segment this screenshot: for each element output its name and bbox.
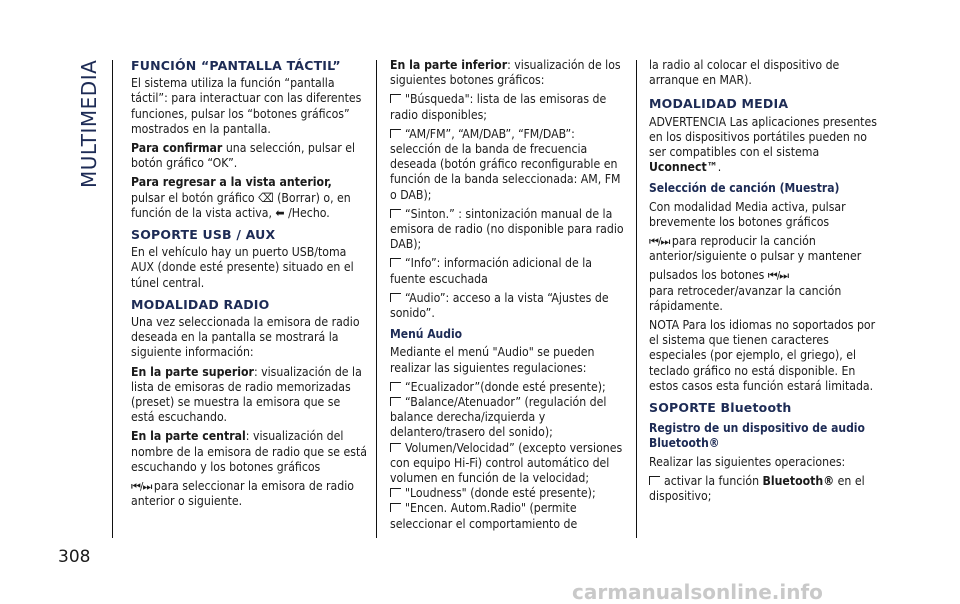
prev-next-icon: ⏮ / ⏭ [767, 269, 788, 283]
paragraph: El sistema utiliza la función “pantalla táctil”: para interactuar con las diferentes funciones, pulsar los “botones gráficos” mostrados en la pantalla. [131, 76, 362, 136]
paragraph [131, 479, 367, 509]
paragraph [131, 141, 367, 171]
heading-menu-audio: Menú Audio [390, 327, 463, 342]
paragraph [131, 429, 367, 475]
paragraph [131, 365, 367, 426]
text: activar la función [664, 473, 763, 488]
bullet-list-audio [390, 380, 628, 532]
brand-name: Bluetooth® [762, 473, 835, 488]
heading-registro: Registro de un dispositivo de audio Bluetooth® [649, 421, 865, 451]
bullet-list-buttons [390, 92, 628, 321]
text: una selección, pulsar el botón gráfico “OK”. [131, 141, 356, 171]
list-item [390, 291, 628, 321]
side-rule [112, 60, 113, 538]
column-1 [131, 58, 367, 513]
text: : visualización del nombre de la emisora de radio que se está escuchando y los botones gráficos [131, 429, 367, 474]
text: /Hecho. [284, 205, 330, 220]
paragraph: Con modalidad Media activa, pulsar brevemente los botones gráficos [649, 199, 846, 229]
heading-media: MODALIDAD MEDIA [649, 96, 789, 112]
paragraph: para retroceder/avanzar la canción rápidamente. [649, 283, 842, 313]
text: . [717, 160, 722, 175]
list-item [649, 474, 881, 504]
heading-seleccion: Selección de canción (Muestra) [649, 181, 840, 196]
label: Para regresar a la vista anterior, [131, 175, 332, 190]
back-arrow-icon: ⬅ [275, 205, 285, 220]
text: "Loudness" (donde esté presente); [405, 486, 596, 501]
text: “Audio”: acceso a la vista “Ajustes de sonido”. [390, 290, 609, 321]
bullet-icon [390, 258, 401, 267]
text: "Búsqueda": lista de las emisoras de radio disponibles; [390, 92, 607, 122]
bullet-icon [649, 476, 660, 485]
text: para reproducir la canción anterior/siguiente o pulsar y mantener [649, 234, 862, 264]
column-3 [649, 58, 881, 508]
paragraph [390, 58, 628, 88]
section-tab-label: MULTIMEDIA [77, 60, 101, 188]
bullet-icon [390, 443, 401, 452]
paragraph [131, 175, 367, 221]
list-item [390, 380, 628, 395]
bullet-icon [390, 382, 401, 391]
list-item [390, 395, 628, 441]
text: pulsar el botón gráfico [131, 190, 259, 205]
column-divider [636, 60, 637, 538]
paragraph [649, 268, 881, 283]
paragraph: Mediante el menú "Audio" se pueden realizar las siguientes regulaciones: [390, 345, 595, 375]
bullet-icon [390, 293, 401, 302]
text: “Ecualizador”(donde esté presente); [405, 379, 606, 394]
text: : visualización de la lista de emisoras de radio memorizadas (preset) se muestra la emisora que se está escuchando. [131, 364, 362, 425]
heading-bluetooth: SOPORTE Bluetooth [649, 400, 792, 416]
section-tab [74, 60, 104, 190]
list-item [390, 501, 628, 531]
paragraph: Una vez seleccionada la emisora de radio deseada en la pantalla se mostrará la siguiente información: [131, 315, 360, 360]
list-item [390, 207, 628, 253]
text: "Encen. Autom.Radio" (permite seleccionar el comportamiento de [390, 501, 578, 531]
watermark: carmanualsonline.info [572, 580, 823, 604]
prev-next-icon: ⏮ / ⏭ [649, 235, 669, 249]
list-item [390, 127, 628, 203]
heading-usb: SOPORTE USB / AUX [131, 227, 276, 243]
note-paragraph: NOTA Para los idiomas no soportados por el sistema que tienen caracteres especiales (por ejemplo, el griego), el teclado gráfico no está disponible. En estos casos esta función estará limitada. [649, 318, 876, 393]
list-item [390, 92, 628, 122]
paragraph: Realizar las siguientes operaciones: [649, 454, 846, 469]
text: “AM/FM”, “AM/DAB”, “FM/DAB”: selección de la banda de frecuencia deseada (botón gráfico reconfigurable en función de la banda seleccionada: AM, FM o DAB); [390, 126, 621, 202]
list-item [390, 486, 628, 501]
text: “Sinton.” : sintonización manual de la emisora de radio (no disponible para radio DAB); [390, 206, 624, 252]
label: Para confirmar [131, 141, 223, 156]
bullet-icon [390, 94, 401, 103]
paragraph [649, 234, 881, 264]
column-2 [390, 58, 628, 532]
brand-name: Uconnect™ [649, 160, 718, 175]
heading-radio: MODALIDAD RADIO [131, 296, 270, 312]
bullet-icon [390, 209, 401, 218]
paragraph: En el vehículo hay un puerto USB/toma AUX (donde esté presente) situado en el túnel central. [131, 245, 354, 290]
text: “Balance/Atenuador” (regulación del balance derecha/izquierda y delantero/trasero del sonido); [390, 395, 607, 440]
list-item [390, 441, 628, 487]
text: pulsados los botones [649, 268, 768, 283]
text: (Borrar) o, en función de la vista activa, [131, 190, 351, 220]
text: “Info”: información adicional de la fuente escuchada [390, 256, 592, 286]
backspace-icon: ⌫ [258, 190, 274, 205]
paragraph [649, 115, 881, 176]
bullet-icon [390, 488, 401, 497]
text: : visualización de los siguientes botones gráficos: [390, 58, 621, 88]
bullet-icon [390, 129, 401, 138]
list-item [390, 256, 628, 286]
text: para seleccionar la emisora de radio anterior o siguiente. [131, 479, 354, 509]
text: en el dispositivo; [649, 473, 865, 504]
column-divider [376, 60, 377, 538]
heading-pantalla-tactil: FUNCIÓN “PANTALLA TÁCTIL” [131, 58, 341, 73]
label: En la parte superior [131, 364, 254, 379]
page-number: 308 [58, 547, 91, 567]
bullet-icon [390, 503, 401, 512]
bullet-icon [390, 397, 401, 406]
text: Volumen/Velocidad” (excepto versiones con equipo Hi-Fi) control automático del volumen en función de la velocidad; [390, 440, 623, 486]
label: En la parte central [131, 429, 246, 444]
label: En la parte inferior [390, 58, 508, 72]
prev-next-icon: ⏮ / ⏭ [131, 480, 151, 494]
text: ADVERTENCIA Las aplicaciones presentes en los dispositivos portátiles pueden no ser compatibles con el sistema [649, 114, 877, 160]
paragraph: la radio al colocar el dispositivo de arranque en MAR). [649, 58, 840, 88]
